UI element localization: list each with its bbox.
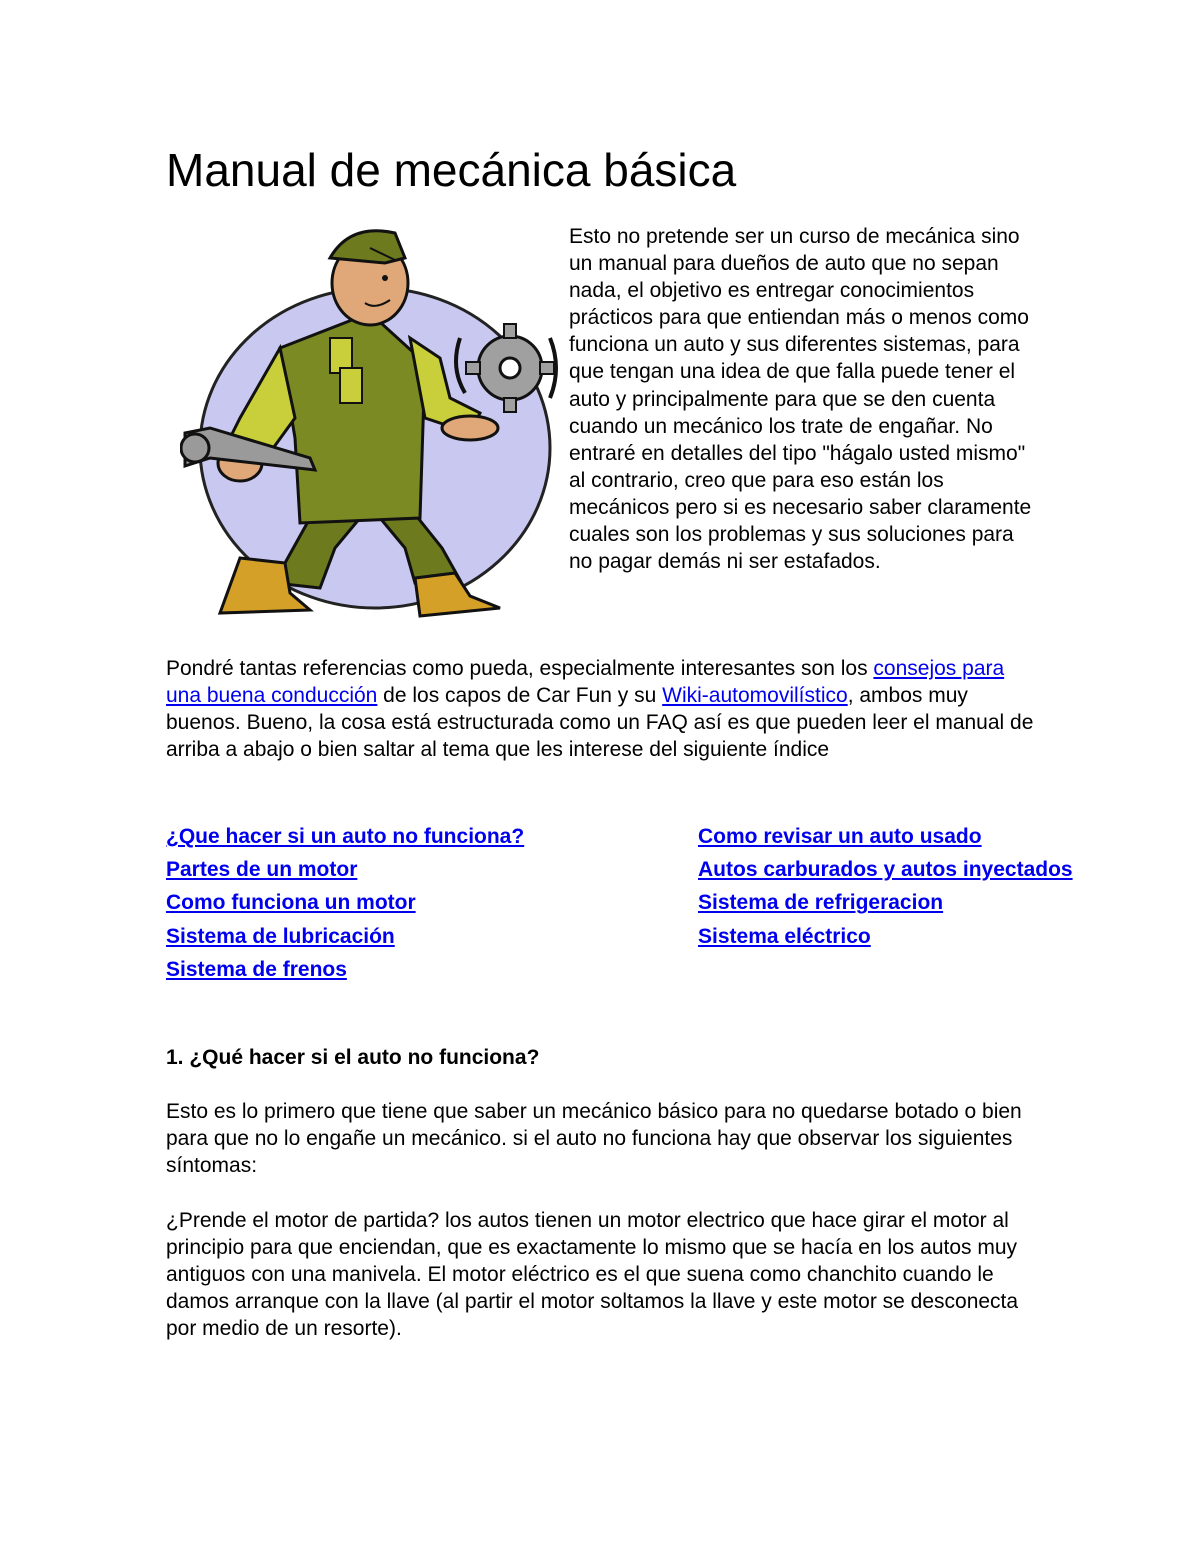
- index-link-sistema-lubricacion[interactable]: Sistema de lubricación: [166, 924, 395, 948]
- wiki-automovilistico-link[interactable]: Wiki-automovilístico: [662, 684, 848, 707]
- references-text-1: Pondré tantas referencias como pueda, especialmente interesantes son los: [166, 657, 874, 680]
- mechanic-clipart: [180, 218, 560, 628]
- page-title: Manual de mecánica básica: [166, 144, 737, 196]
- index-link-auto-no-funciona[interactable]: ¿Que hacer si un auto no funciona?: [166, 825, 525, 848]
- index-link-revisar-auto-usado[interactable]: Como revisar un auto usado: [698, 825, 982, 848]
- section-heading: 1. ¿Qué hacer si el auto no funciona?: [166, 1046, 540, 1069]
- index-left-column: [166, 820, 524, 986]
- index-link-partes-motor[interactable]: Partes de un motor: [166, 858, 358, 882]
- references-text-2: de los capos de Car Fun y su: [377, 684, 663, 707]
- intro-paragraph: Esto no pretende ser un curso de mecánica sino un manual para dueños de auto que no sepan nada, el objetivo es entregar conocimientos prácticos para que entiendan más o menos como funciona un auto y sus diferentes sistemas, para que tengan una idea de que falla puede tener el auto y principalmente para que se den cuenta cuando un mecánico los trate de engañar. No entraré en detalles del tipo "hágalo usted mismo" al contrario, creo que para eso están los mecánicos pero si es necesario saber claramente cuales son los problemas y sus soluciones para no pagar demás ni ser estafados.: [569, 225, 1032, 574]
- index-link-como-funciona-motor[interactable]: Como funciona un motor: [166, 891, 416, 915]
- index-link-sistema-frenos[interactable]: Sistema de frenos: [166, 957, 347, 981]
- section-paragraph-1: Esto es lo primero que tiene que saber un mecánico básico para no quedarse botado o bien para que no lo engañe un mecánico. si el auto no funciona hay que observar los siguientes síntomas:: [166, 1100, 1022, 1177]
- index-link-sistema-electrico[interactable]: Sistema eléctrico: [698, 924, 871, 948]
- index-right-column: [698, 820, 1073, 953]
- section-paragraph-2: ¿Prende el motor de partida? los autos tienen un motor electrico que hace girar el motor al principio para que enciendan, que es exactamente lo mismo que se hacía en los autos muy antiguos con una manivela. El motor eléctrico es el que suena como chanchito cuando le damos arranque con la llave (al partir el motor soltamos la llave y este motor se desconecta por medio de un resorte).: [166, 1209, 1019, 1340]
- references-text-3: , ambos muy buenos. Bueno, la cosa está estructurada como un FAQ así es que pueden leer el manual de arriba a abajo o bien saltar al tema que les interese del siguiente índice: [166, 684, 1034, 761]
- references-paragraph: [166, 655, 1036, 763]
- index-link-sistema-refrigeracion[interactable]: Sistema de refrigeracion: [698, 891, 944, 915]
- index-link-carburados-inyectados[interactable]: Autos carburados y autos inyectados: [698, 858, 1073, 882]
- driving-tips-link[interactable]: consejos para una buena conducción: [166, 657, 1005, 707]
